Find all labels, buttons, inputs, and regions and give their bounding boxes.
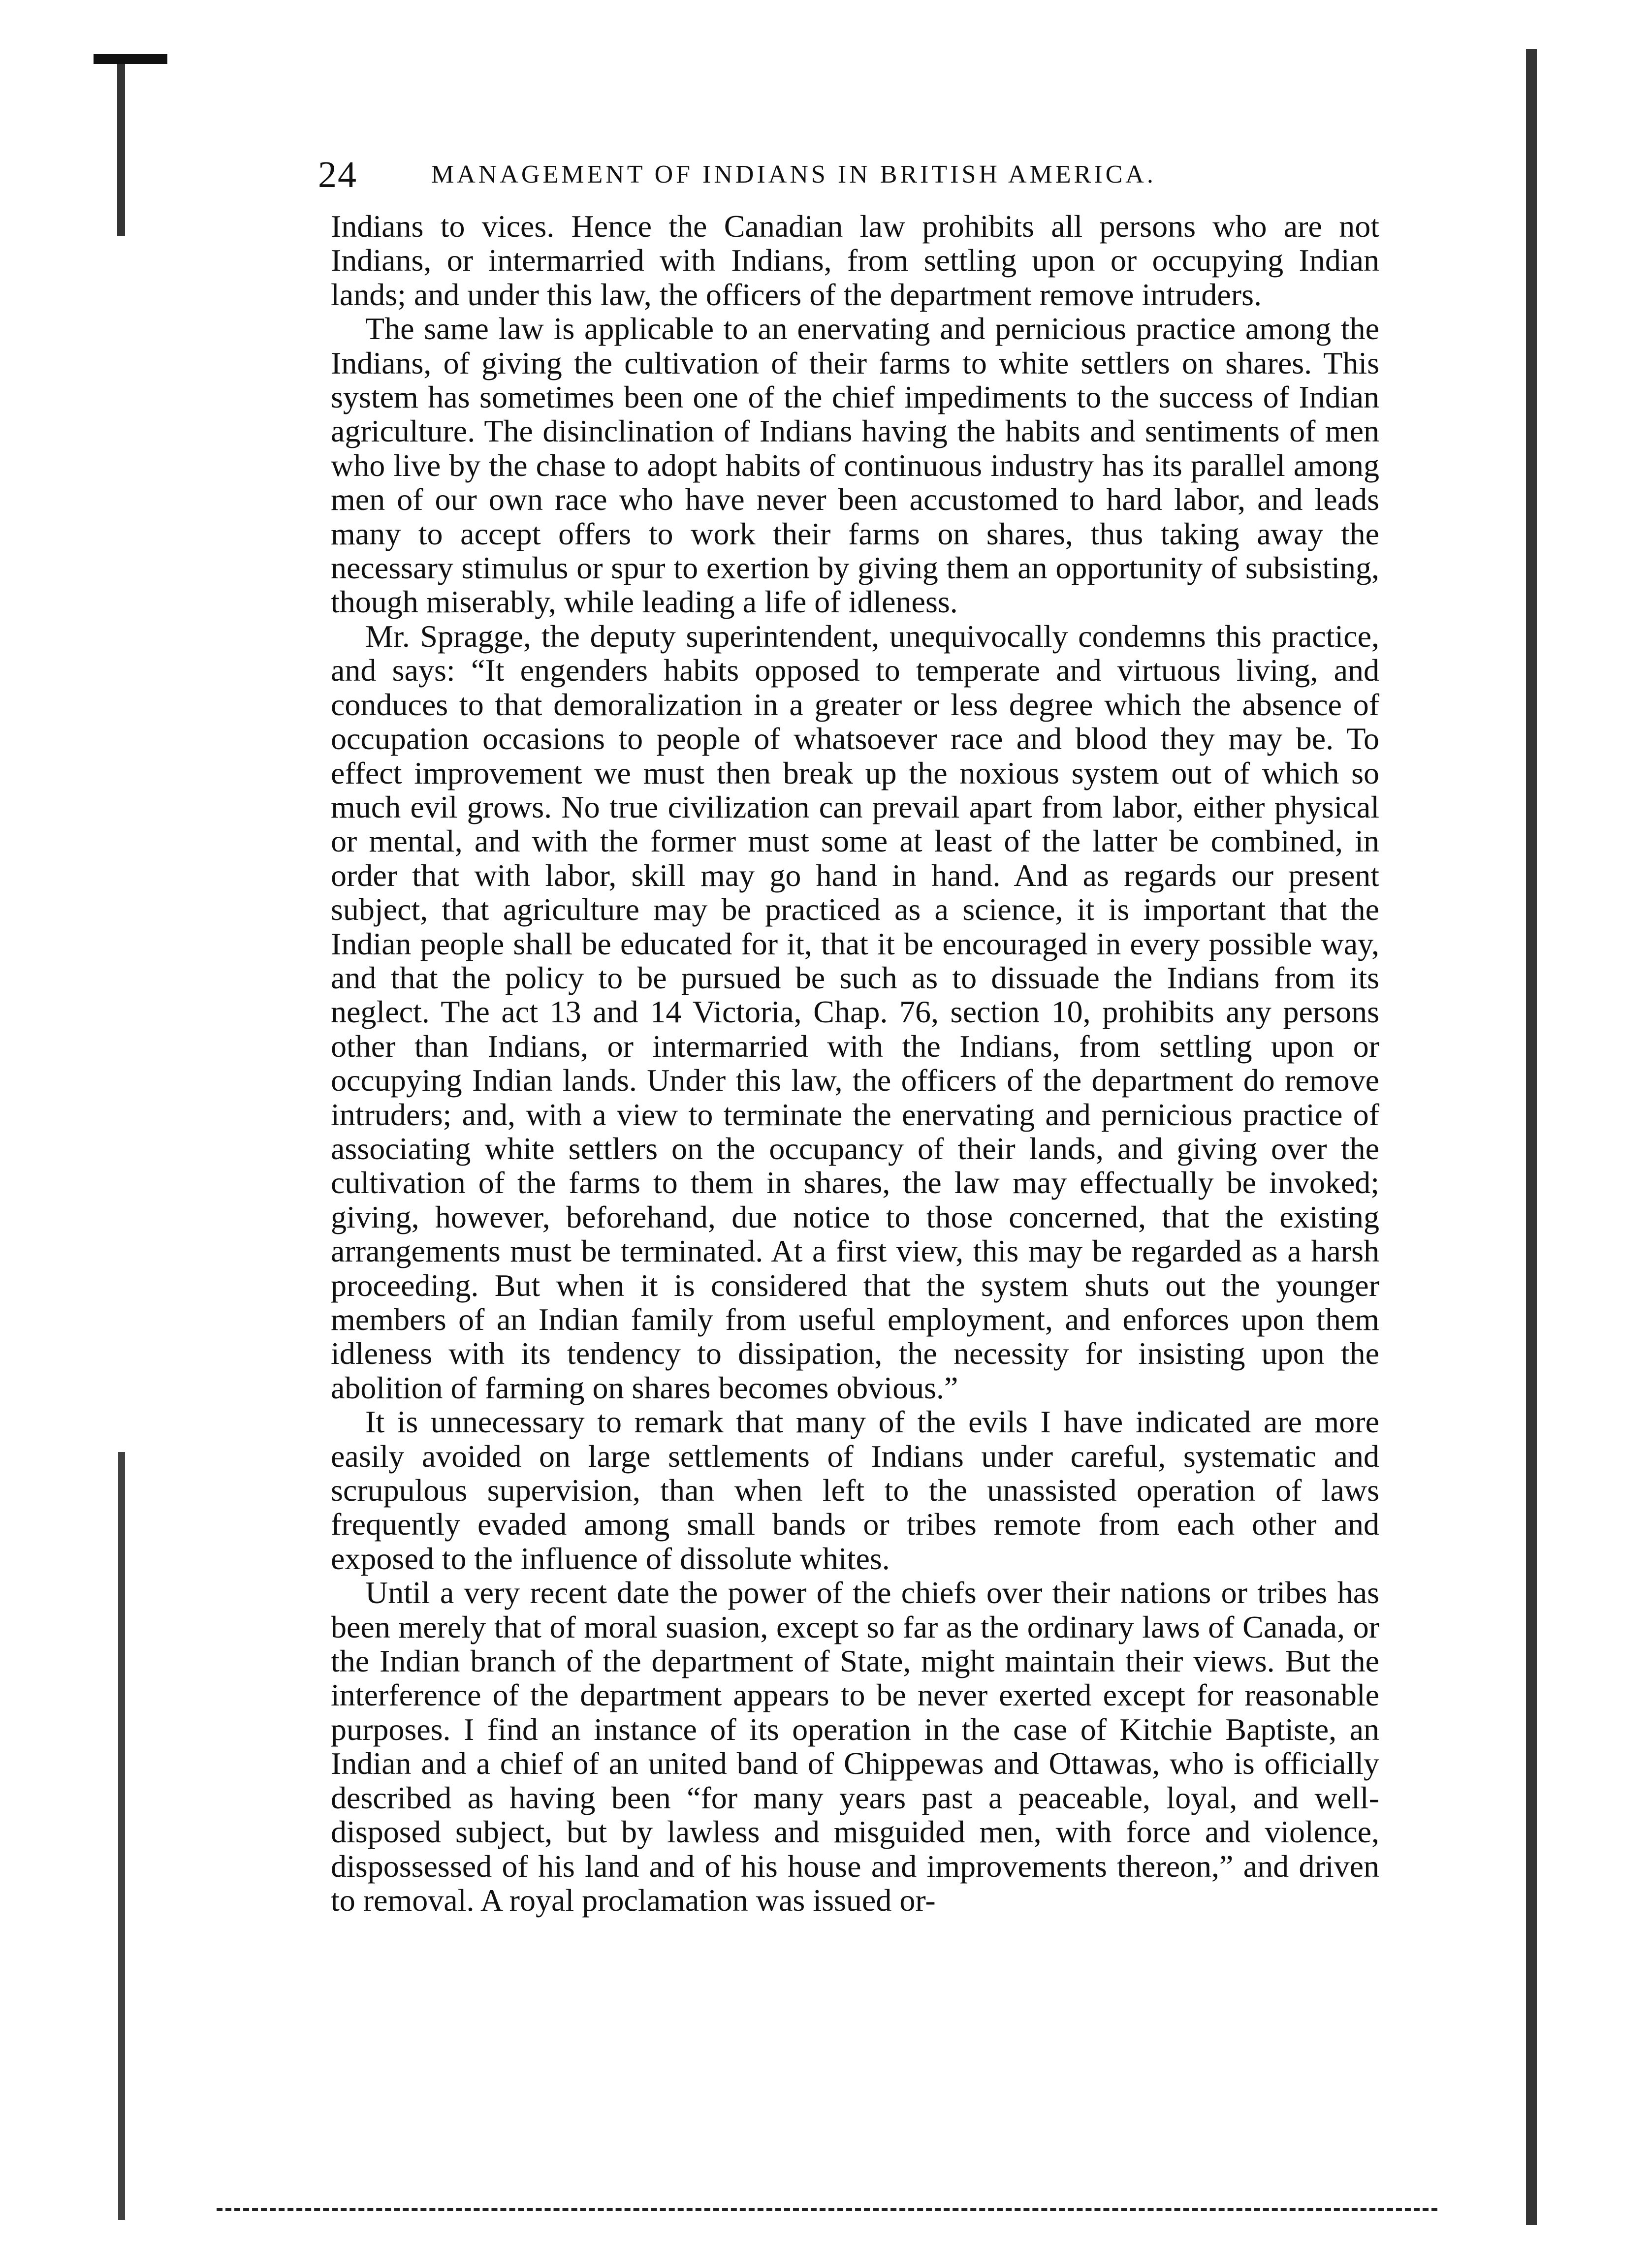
left-binding-shadow-top bbox=[94, 54, 167, 64]
left-binding-shadow-lower bbox=[118, 1452, 125, 2220]
paragraph: Until a very recent date the power of the chiefs over their nations or tribes has been merely that of moral suasion, except so far as the ordinary laws of Canada, or the Indian branch of the department of State, might maintain their views. But the interference of the department appears to be never exerted except for reasonable purposes. I find an instance of its operation in the case of Kitchie Baptiste, an Indian and a chief of an united band of Chippewas and Ottawas, who is officially described as having been “for many years past a peaceable, loyal, and well-disposed subject, but by lawless and misguided men, with force and violence, dispossessed of his land and of his house and improvements thereon,” and driven to removal. A royal proclamation was issued or- bbox=[331, 1575, 1379, 1918]
running-title: MANAGEMENT OF INDIANS IN BRITISH AMERICA. bbox=[431, 160, 1156, 189]
footer-dashed-rule bbox=[217, 2208, 1437, 2211]
paragraph: The same law is applicable to an enervating and pernicious practice among the Indians, of giving the cultivation of their farms to white settlers on shares. This system has sometimes been one of the chief impediments to the success of Indian agriculture. The disinclination of Indians having the habits and sentiments of men who live by the chase to adopt habits of continuous industry has its parallel among men of our own race who have never been accustomed to hard labor, and leads many to accept offers to work their farms on shares, thus taking away the necessary stimulus or spur to exertion by giving them an opportunity of subsisting, though miserably, while leading a life of idleness. bbox=[331, 311, 1379, 620]
paragraph: It is unnecessary to remark that many of the evils I have indicated are more easily avoided on large settlements of Indians under careful, systematic and scrupulous supervision, than when left to the unassisted operation of laws frequently evaded among small bands or tribes remote from each other and exposed to the influence of dissolute whites. bbox=[331, 1404, 1379, 1576]
paragraph: Mr. Spragge, the deputy superintendent, unequivocally condemns this practice, and says: “It engenders habits opposed to temperate and virtuous living, and conduces to that demoralization in a greater or less degree which the absence of occupation occasions to people of whatsoever race and blood they may be. To effect improvement we must then break up the noxious system out of which so much evil grows. No true civilization can prevail apart from labor, either physical or mental, and with the former must some at least of the latter be combined, in order that with labor, skill may go hand in hand. And as regards our present subject, that agriculture may be practiced as a science, it is important that the Indian people shall be educated for it, that it be encouraged in every possible way, and that the policy to be pursued be such as to dissuade the Indians from its neglect. The act 13 and 14 Victoria, Chap. 76, section 10, prohibits any persons other than Indians, or intermarried with the Indians, from settling upon or occupying Indian lands. Under this law, the officers of the department do remove intruders; and, with a view to terminate the enervating and pernicious practice of associating white settlers on the occupancy of their lands, and giving over the cultivation of the farms to them in shares, the law may effectually be invoked; giving, however, beforehand, due notice to those concerned, that the existing arrangements must be terminated. At a first view, this may be regarded as a harsh proceeding. But when it is considered that the system shuts out the younger members of an Indian family from useful employment, and enforces upon them idleness with its tendency to dissipation, the necessity for insisting upon the abolition of farming on shares becomes obvious.” bbox=[331, 618, 1379, 1405]
body-text bbox=[331, 209, 1379, 1917]
right-binding-shadow bbox=[1526, 49, 1537, 2225]
page-header bbox=[318, 148, 1381, 202]
left-binding-shadow-upper bbox=[117, 59, 125, 236]
paragraph: Indians to vices. Hence the Canadian law prohibits all persons who are not Indians, or intermarried with Indians, from settling upon or occupying Indian lands; and under this law, the officers of the department remove intruders. bbox=[331, 209, 1379, 312]
page-number: 24 bbox=[318, 154, 357, 195]
